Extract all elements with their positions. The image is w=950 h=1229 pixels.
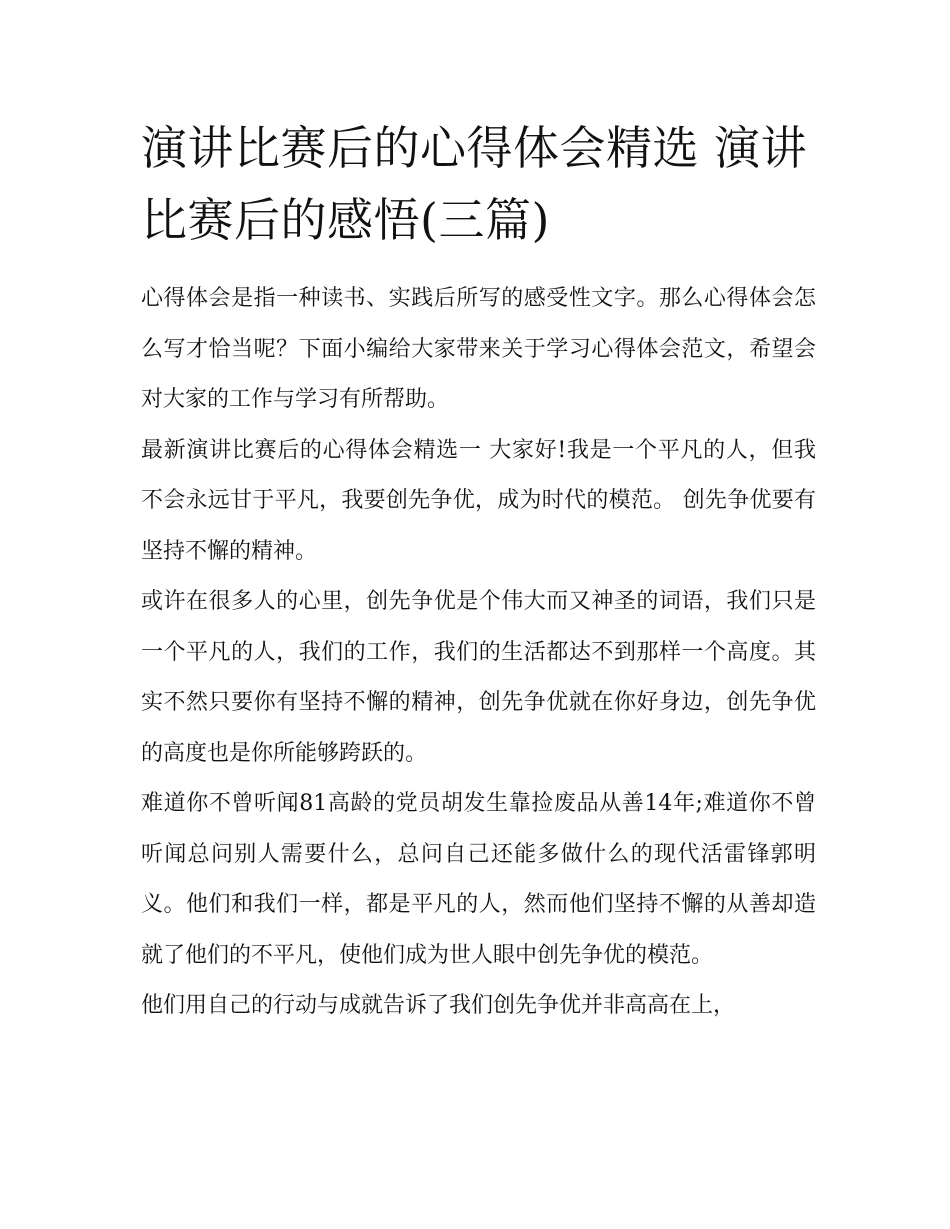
paragraph-intro: 心得体会是指一种读书、实践后所写的感受性文字。那么心得体会怎么写才恰当呢？下面小编给大家带来关于学习心得体会范文，希望会对大家的工作与学习有所帮助。 <box>141 286 816 412</box>
paragraph-ordinary-people: 或许在很多人的心里，创先争优是个伟大而又神圣的词语，我们只是一个平凡的人，我们的工作，我们的生活都达不到那样一个高度。其实不然只要你有坚持不懈的精神，创先争优就在你好身边，创先争优的高度也是你所能够跨跃的。 <box>141 589 816 766</box>
paragraph-role-models: 难道你不曾听闻81高龄的党员胡发生靠捡废品从善14年;难道你不曾听闻总问别人需要什么，总问自己还能多做什么的现代活雷锋郭明义。他们和我们一样，都是平凡的人，然而他们坚持不懈的从善却造就了他们的不平凡，使他们成为世人眼中创先争优的模范。 <box>141 791 816 968</box>
document-page <box>141 112 816 1032</box>
paragraph-speech-opening: 最新演讲比赛后的心得体会精选一 大家好!我是一个平凡的人，但我不会永远甘于平凡，我要创先争优，成为时代的模范。 创先争优要有坚持不懈的精神。 <box>141 437 816 564</box>
paragraph-conclusion: 他们用自己的行动与成就告诉了我们创先争优并非高高在上， <box>141 993 736 1018</box>
document-title: 演讲比赛后的心得体会精选 演讲比赛后的感悟(三篇) <box>141 121 808 247</box>
